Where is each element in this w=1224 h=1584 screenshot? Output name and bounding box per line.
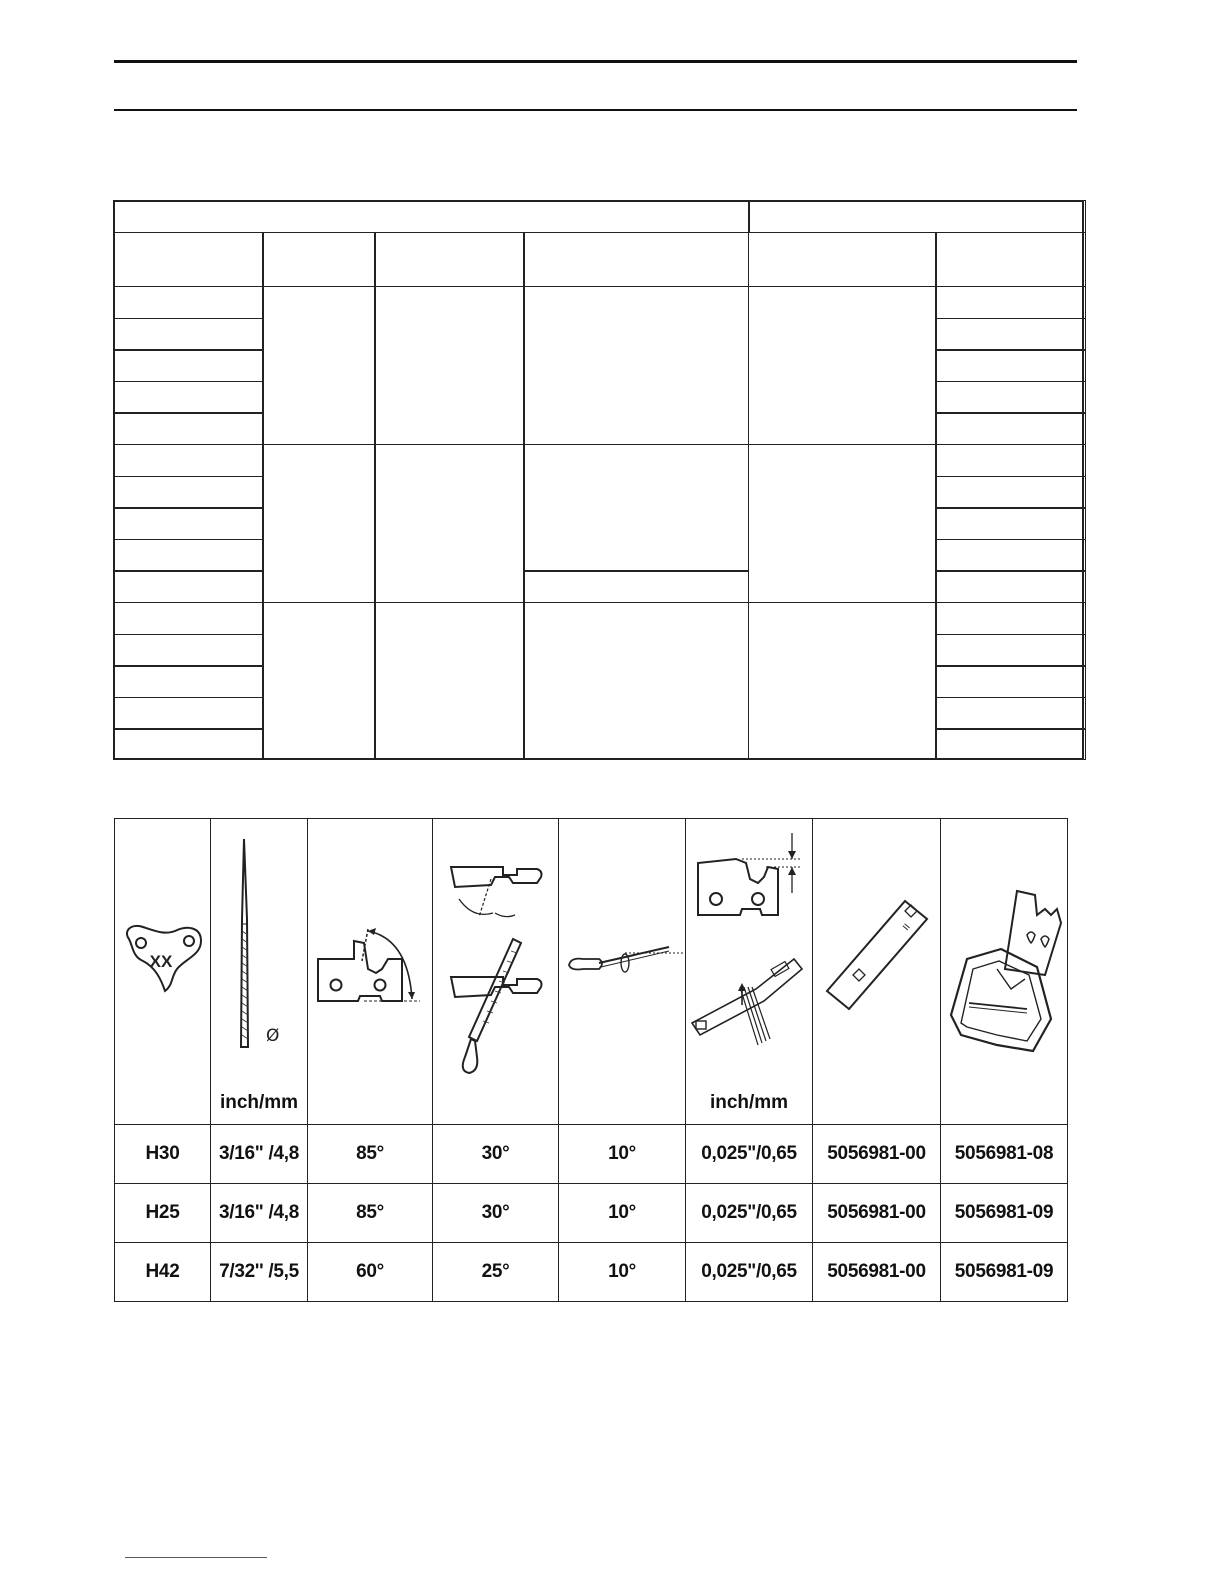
depth-gauge-setting: 0,025"/0,65 — [686, 1125, 813, 1184]
file-diameter: 3/16" /4,8 — [211, 1125, 308, 1184]
spec-cell — [748, 444, 937, 603]
spec-cell — [935, 634, 1086, 667]
header-rule — [114, 109, 1077, 111]
icon-header-row — [115, 819, 1068, 1125]
table-row — [115, 1184, 1068, 1243]
header-cell-filing-angle — [433, 819, 559, 1125]
spec-cell — [113, 634, 264, 667]
spec-cell — [113, 349, 264, 382]
spec-cell — [748, 602, 937, 760]
spec-cell — [262, 602, 376, 760]
depth-gauge-tool-icon — [813, 819, 941, 1099]
spec-cell — [935, 444, 1086, 477]
tilt-angle: 10° — [559, 1243, 686, 1302]
table-row — [115, 1125, 1068, 1184]
spec-cell — [113, 665, 264, 698]
depth-gauge-unit: inch/mm — [709, 1092, 789, 1113]
spec-cell — [523, 570, 749, 603]
spec-cell — [374, 602, 525, 760]
spec-cell — [935, 507, 1086, 540]
spec-cell — [935, 476, 1086, 509]
spec-header-col-5 — [748, 232, 937, 287]
top-plate-angle-icon — [308, 819, 433, 1099]
spec-cell — [523, 444, 749, 572]
spec-cell — [935, 412, 1086, 445]
spec-header-group-right — [748, 200, 1086, 233]
file-guide-holder-icon — [941, 819, 1068, 1099]
spec-cell — [262, 444, 376, 603]
cutter-type: H42 — [115, 1243, 211, 1302]
top-rule — [114, 60, 1077, 63]
file-diameter: 3/16" /4,8 — [211, 1184, 308, 1243]
spec-cell — [113, 507, 264, 540]
filing-angle-icon — [433, 819, 559, 1099]
spec-cell — [113, 286, 264, 319]
round-file-diameter-icon — [211, 819, 308, 1099]
spec-cell — [113, 476, 264, 509]
depth-gauge-setting: 0,025"/0,65 — [686, 1184, 813, 1243]
spec-cell — [113, 412, 264, 445]
tilt-angle: 10° — [559, 1184, 686, 1243]
spec-cell — [748, 286, 937, 445]
spec-cell — [935, 728, 1086, 760]
table-row — [115, 1243, 1068, 1302]
filing-angle: 30° — [433, 1184, 559, 1243]
file-tilt-angle-icon — [559, 819, 686, 1099]
gauge-tool-part-number: 5056981-00 — [813, 1243, 941, 1302]
filing-angle: 25° — [433, 1243, 559, 1302]
spec-cell — [935, 539, 1086, 572]
diameter-symbol: Ø — [266, 1026, 280, 1046]
spec-cell — [374, 444, 525, 603]
spec-header-col-1 — [113, 232, 264, 287]
header-cell-cutter — [115, 819, 211, 1125]
header-cell-file-tilt — [559, 819, 686, 1125]
cutter-type: H30 — [115, 1125, 211, 1184]
depth-gauge-setting: 0,025"/0,65 — [686, 1243, 813, 1302]
filing-data-table — [114, 818, 1068, 1302]
spec-cell — [113, 444, 264, 477]
spec-cell — [523, 286, 749, 445]
spec-header-col-6 — [935, 232, 1086, 287]
spec-cell — [113, 697, 264, 730]
tilt-angle: 10° — [559, 1125, 686, 1184]
top-plate-angle: 85° — [308, 1184, 433, 1243]
spec-cell — [113, 602, 264, 635]
footer-link-underline[interactable] — [125, 1557, 267, 1558]
depth-gauge-setting-icon — [686, 819, 813, 1099]
spec-cell — [935, 602, 1086, 635]
spec-cell — [113, 318, 264, 351]
svg-text:II: II — [901, 922, 913, 933]
spec-cell — [523, 602, 749, 760]
file-holder-part-number: 5056981-09 — [941, 1184, 1068, 1243]
spec-cell — [935, 381, 1086, 414]
spec-cell — [113, 570, 264, 603]
filing-angle: 30° — [433, 1125, 559, 1184]
cutter-type: H25 — [115, 1184, 211, 1243]
gauge-tool-part-number: 5056981-00 — [813, 1184, 941, 1243]
top-plate-angle: 85° — [308, 1125, 433, 1184]
spec-cell — [262, 286, 376, 445]
spec-header-col-3 — [374, 232, 525, 287]
cutter-link-xx-icon — [115, 819, 211, 1099]
header-cell-file-diameter — [211, 819, 308, 1125]
spec-cell — [935, 318, 1086, 351]
spec-cell — [935, 570, 1086, 603]
gauge-tool-part-number: 5056981-00 — [813, 1125, 941, 1184]
header-cell-file-holder — [941, 819, 1068, 1125]
header-cell-top-plate-angle — [308, 819, 433, 1125]
spec-header-col-2 — [262, 232, 376, 287]
file-diameter: 7/32'' /5,5 — [211, 1243, 308, 1302]
spec-cell — [374, 286, 525, 445]
spec-header-col-4 — [523, 232, 749, 287]
file-diameter-unit: inch/mm — [219, 1092, 299, 1113]
spec-header-group-left — [113, 200, 750, 233]
header-cell-gauge-tool — [813, 819, 941, 1125]
file-holder-part-number: 5056981-09 — [941, 1243, 1068, 1302]
spec-cell — [935, 665, 1086, 698]
cutter-link-label: XX — [149, 952, 173, 971]
file-holder-part-number: 5056981-08 — [941, 1125, 1068, 1184]
spec-cell — [113, 381, 264, 414]
top-plate-angle: 60° — [308, 1243, 433, 1302]
spec-cell — [935, 349, 1086, 382]
spec-table — [113, 200, 1084, 760]
spec-cell — [935, 286, 1086, 319]
spec-cell — [113, 539, 264, 572]
spec-cell — [113, 728, 264, 760]
spec-cell — [935, 697, 1086, 730]
header-cell-depth-gauge — [686, 819, 813, 1125]
